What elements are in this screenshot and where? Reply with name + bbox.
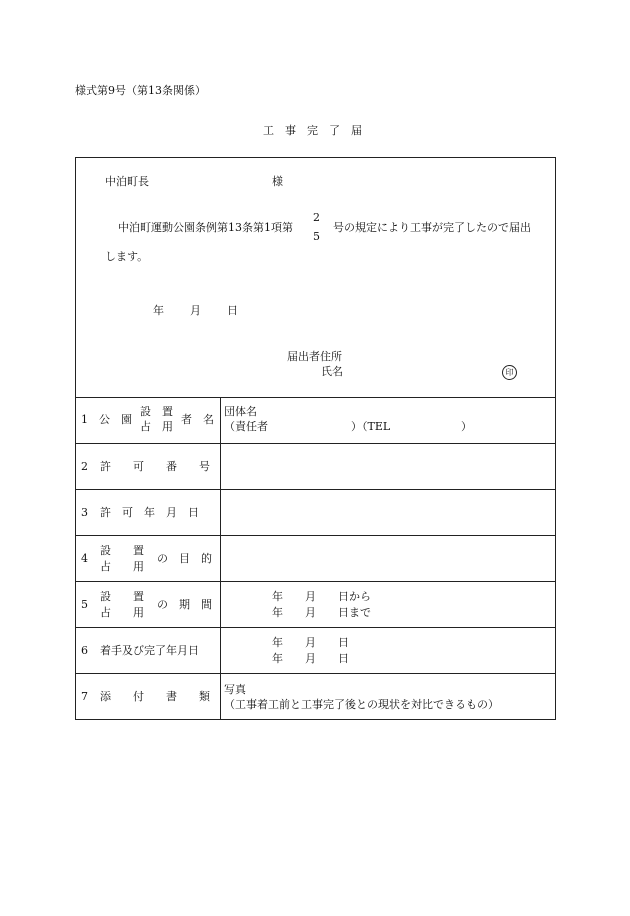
row1-lead: 公 園 — [99, 413, 132, 426]
row7-number: 7 — [81, 690, 88, 703]
row1-top: 設 置 — [140, 405, 173, 418]
form-title: 工 事 完 了 届 — [263, 124, 362, 137]
row4-top: 設 置 — [100, 544, 144, 557]
row6-end-date: 年 月 日 — [272, 652, 349, 665]
row1-tail: 者 名 — [181, 413, 214, 426]
row1-org-label: 団体名 — [224, 405, 257, 418]
statement-prefix: 中泊町運動公園条例第13条第1項第 — [118, 221, 293, 234]
row5-end-date: 年 月 日まで — [272, 606, 371, 619]
row5-top: 設 置 — [100, 590, 144, 603]
submitter-name-label: 氏名 — [321, 365, 343, 378]
divider — [75, 443, 556, 444]
divider — [75, 627, 556, 628]
date-day: 日 — [227, 304, 238, 317]
divider — [75, 581, 556, 582]
date-year: 年 — [153, 304, 164, 317]
row5-number: 5 — [81, 598, 88, 611]
row1-bottom: 占 用 — [140, 420, 173, 433]
column-divider — [220, 397, 221, 720]
row5-tail: の 期 間 — [157, 598, 212, 611]
row7-photo-label: 写真 — [224, 683, 246, 696]
row5-start-date: 年 月 日から — [272, 590, 371, 603]
row1-number: 1 — [81, 413, 88, 426]
row1-tel-label: ）（TEL — [351, 420, 391, 433]
divider — [75, 535, 556, 536]
submitter-address-label: 届出者住所 — [287, 350, 342, 363]
row3-label: 許 可 年 月 日 — [100, 506, 199, 519]
row6-number: 6 — [81, 644, 88, 657]
row2-label: 許 可 番 号 — [100, 460, 210, 473]
row5-bottom: 占 用 — [100, 606, 144, 619]
addressee-name: 中泊町長 — [105, 175, 149, 188]
row6-start-date: 年 月 日 — [272, 636, 349, 649]
divider — [75, 673, 556, 674]
date-month: 月 — [190, 304, 201, 317]
statement-suffix: 号の規定により工事が完了したので届出 — [333, 221, 531, 234]
row7-label: 添 付 書 類 — [100, 690, 210, 703]
row6-label: 着手及び完了年月日 — [100, 644, 199, 657]
form-number: 様式第9号（第13条関係） — [75, 84, 206, 97]
divider — [75, 489, 556, 490]
row1-responsible-label: （責任者 — [224, 420, 268, 433]
row7-photo-note: （工事着工前と工事完了後との現状を対比できるもの） — [224, 698, 499, 711]
row1-tel-close: ） — [461, 420, 472, 433]
statement-number-bottom: 5 — [313, 230, 320, 243]
row4-number: 4 — [81, 552, 88, 565]
row2-number: 2 — [81, 460, 88, 473]
row4-bottom: 占 用 — [100, 560, 144, 573]
statement-line2: します。 — [105, 250, 149, 263]
statement-number-top: 2 — [313, 211, 320, 224]
seal-mark: 印 — [502, 365, 517, 380]
addressee-suffix: 様 — [272, 175, 283, 188]
row4-tail: の 目 的 — [157, 552, 212, 565]
row3-number: 3 — [81, 506, 88, 519]
divider — [75, 397, 556, 398]
